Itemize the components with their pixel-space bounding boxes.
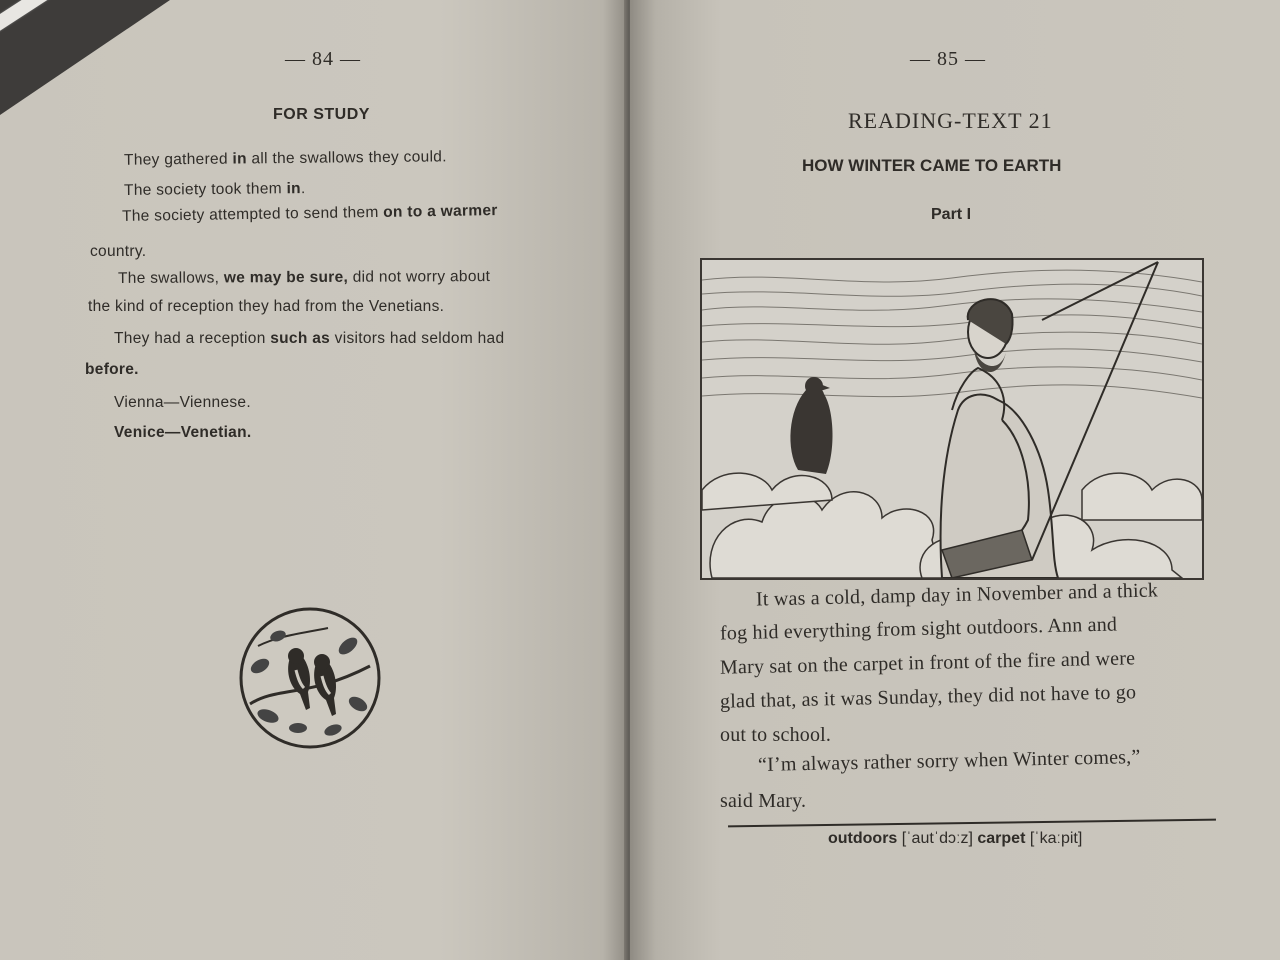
story-title: HOW WINTER CAME TO EARTH: [802, 156, 1062, 175]
study-line: country.: [90, 243, 147, 260]
section-title: FOR STUDY: [273, 106, 370, 123]
study-line: They had a reception such as visitors had seldom had: [114, 330, 505, 347]
story-line: glad that, as it was Sunday, they did not have to go: [719, 681, 1137, 713]
part-label: Part I: [931, 206, 972, 223]
right-page: [630, 0, 1280, 960]
two-birds-emblem-icon: [238, 606, 382, 750]
story-line: It was a cold, damp day in November and a thick: [755, 579, 1159, 611]
study-line: before.: [85, 361, 139, 378]
study-line: They gathered in all the swallows they could.: [123, 148, 447, 169]
reading-title: READING-TEXT 21: [848, 108, 1053, 133]
left-page: [0, 0, 628, 960]
study-line: The society attempted to send them on to a warmer: [121, 202, 498, 225]
pronunciation-gloss: outdoors [ˈautˈdɔːz] carpet [ˈkaːpit]: [828, 830, 1083, 847]
story-line: out to school.: [720, 724, 832, 746]
story-line: said Mary.: [720, 790, 807, 812]
page-number: — 85 —: [910, 48, 986, 70]
study-line: Vienna—Viennese.: [114, 394, 251, 411]
story-line: “I’m always rather sorry when Winter comes,”: [757, 745, 1141, 777]
page-number: — 84 —: [285, 48, 361, 70]
story-line: Mary sat on the carpet in front of the fire and were: [719, 647, 1136, 679]
page-corner-shadow: [0, 0, 170, 115]
study-line: Venice—Venetian.: [114, 424, 252, 441]
study-line: The society took them in.: [123, 180, 306, 199]
story-line: fog hid everything from sight outdoors. Ann and: [719, 613, 1118, 645]
study-line: the kind of reception they had from the Venetians.: [88, 298, 445, 315]
study-line: The swallows, we may be sure, did not worry about: [117, 268, 491, 287]
god-with-eagle-illustration-icon: [700, 258, 1204, 580]
